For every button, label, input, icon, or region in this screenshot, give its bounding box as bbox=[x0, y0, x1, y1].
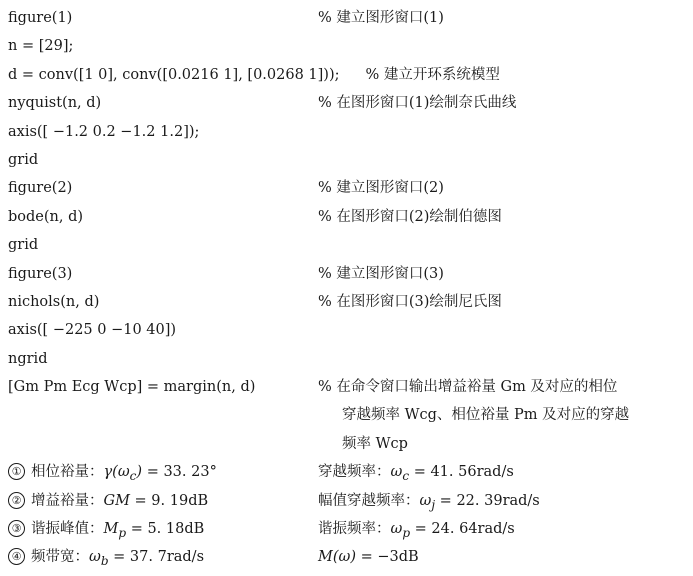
result-symbol: M(ω) bbox=[318, 549, 356, 566]
result-subscript: c bbox=[402, 469, 410, 484]
result-value: = 41. 56rad/s bbox=[409, 464, 514, 481]
code-line bbox=[8, 146, 693, 174]
result-label: 穿越频率： bbox=[318, 464, 391, 481]
result-label: 频带宽： bbox=[31, 549, 89, 566]
code-line bbox=[8, 345, 693, 373]
code-line bbox=[8, 174, 693, 202]
result-value: = 24. 64rad/s bbox=[410, 521, 515, 538]
code-text: nyquist(n, d) bbox=[8, 95, 102, 112]
comment-continuation-line bbox=[8, 401, 693, 429]
result-value: = 9. 19dB bbox=[129, 492, 209, 509]
code-line bbox=[8, 260, 693, 288]
code-text: figure(2) bbox=[8, 180, 73, 197]
code-text: figure(3) bbox=[8, 265, 73, 282]
code-text: ngrid bbox=[8, 350, 48, 367]
result-symbol: GM bbox=[103, 492, 130, 509]
circled-number: ③ bbox=[8, 520, 25, 537]
result-value: = 5. 18dB bbox=[126, 521, 205, 538]
result-line bbox=[8, 487, 693, 515]
result-symbol: M bbox=[103, 521, 119, 538]
code-comment: 频率 Wcp bbox=[342, 435, 408, 452]
code-text: grid bbox=[8, 237, 39, 254]
result-subscript: c bbox=[129, 469, 137, 484]
result-line bbox=[8, 458, 693, 486]
result-value: = −3dB bbox=[356, 549, 419, 566]
code-text: [Gm Pm Ecg Wcp] = margin(n, d) bbox=[8, 379, 256, 396]
result-symbol: ω bbox=[419, 492, 432, 509]
code-comment: 穿越频率 Wcg、相位裕量 Pm 及对应的穿越 bbox=[342, 407, 630, 424]
circled-number: ② bbox=[8, 492, 25, 509]
result-symbol: ω bbox=[89, 549, 101, 566]
code-text: axis([ −1.2 0.2 −1.2 1.2]); bbox=[8, 123, 200, 140]
result-symbol: γ(ω bbox=[103, 464, 130, 481]
result-subscript: p bbox=[118, 525, 127, 540]
code-comment: % 建立图形窗口(1) bbox=[318, 10, 444, 26]
code-text bbox=[8, 61, 500, 89]
result-label: 谐振峰值： bbox=[31, 521, 104, 538]
result-label: 增益裕量： bbox=[31, 492, 104, 509]
result-value: = 22. 39rad/s bbox=[435, 492, 540, 509]
code-text: figure(1) bbox=[8, 10, 73, 26]
code-line bbox=[8, 32, 693, 60]
result-line bbox=[8, 515, 693, 543]
code-comment: % 建立图形窗口(3) bbox=[318, 265, 444, 282]
code-text: axis([ −225 0 −10 40]) bbox=[8, 322, 177, 339]
code-line bbox=[8, 61, 693, 89]
code-line bbox=[8, 231, 693, 259]
result-value: = 33. 23° bbox=[142, 464, 217, 481]
comment-continuation-line bbox=[8, 430, 693, 458]
code-line bbox=[8, 288, 693, 316]
circled-number: ④ bbox=[8, 548, 25, 565]
code-line bbox=[8, 316, 693, 344]
code-line bbox=[8, 89, 693, 117]
code-comment: % 建立图形窗口(2) bbox=[318, 180, 444, 197]
result-symbol: ω bbox=[390, 521, 403, 538]
result-label: 谐振频率： bbox=[318, 521, 391, 538]
code-comment: % 在图形窗口(2)绘制伯德图 bbox=[318, 208, 502, 225]
code-text: grid bbox=[8, 151, 39, 168]
result-line bbox=[8, 543, 693, 571]
code-text: nichols(n, d) bbox=[8, 293, 100, 310]
result-subscript: b bbox=[100, 554, 109, 569]
result-subscript: j bbox=[431, 497, 436, 512]
code-text-inner: d = conv([1 0], conv([0.0216 1], [0.0268 1])); bbox=[8, 66, 340, 83]
code-text: bode(n, d) bbox=[8, 208, 84, 225]
code-text: n = [29]; bbox=[8, 38, 74, 55]
result-label: 相位裕量： bbox=[31, 464, 104, 481]
code-line bbox=[8, 4, 693, 32]
code-line bbox=[8, 203, 693, 231]
code-comment: % 在图形窗口(1)绘制奈氏曲线 bbox=[318, 95, 517, 112]
code-line bbox=[8, 118, 693, 146]
result-symbol: ω bbox=[390, 464, 403, 481]
code-comment: % 建立开环系统模型 bbox=[365, 66, 500, 83]
code-comment: % 在命令窗口输出增益裕量 Gm 及对应的相位 bbox=[318, 379, 618, 396]
circled-number: ① bbox=[8, 463, 25, 480]
result-label: 幅值穿越频率： bbox=[318, 492, 420, 509]
code-line bbox=[8, 373, 693, 401]
result-symbol-end: ) bbox=[136, 464, 143, 481]
result-subscript: p bbox=[402, 525, 411, 540]
code-comment: % 在图形窗口(3)绘制尼氏图 bbox=[318, 293, 502, 310]
result-value: = 37. 7rad/s bbox=[108, 549, 205, 566]
